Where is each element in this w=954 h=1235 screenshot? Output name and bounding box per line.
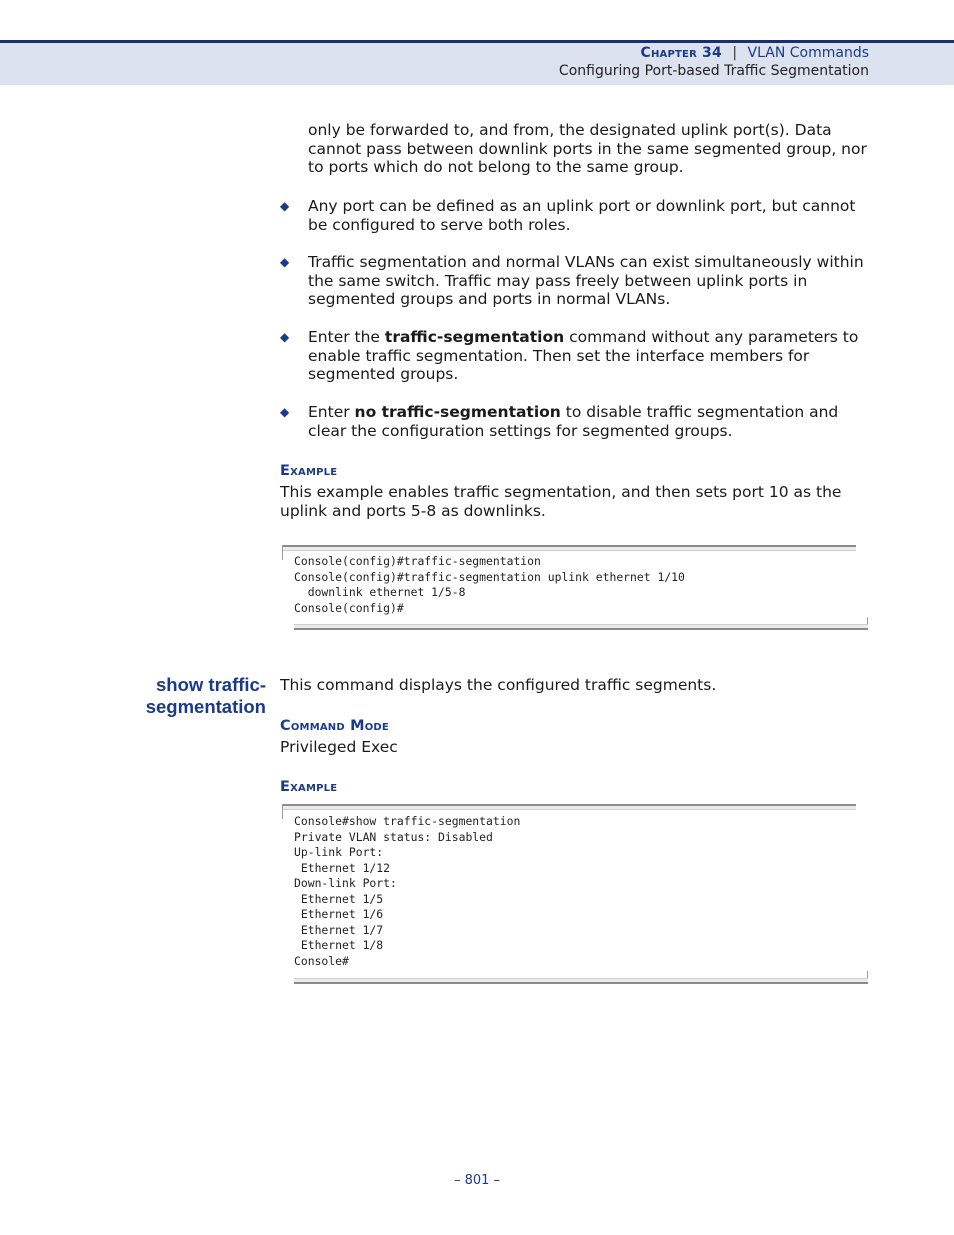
- code-block-example1: [282, 545, 868, 630]
- bullet-diamond-icon: ◆: [280, 405, 290, 419]
- section-title: Configuring Port-based Traffic Segmentation: [558, 63, 869, 79]
- bullet-text-part: Enter the: [308, 328, 385, 346]
- bullet-text-part: command without any parameters to enable traffic segmentation. Then set the interface members for segmented groups.: [308, 328, 859, 384]
- bullet-diamond-icon: ◆: [280, 330, 290, 344]
- example-heading: Example: [280, 463, 338, 479]
- code-frame-top: [282, 804, 856, 810]
- bullet-text-enable: [308, 328, 873, 384]
- command-title-line2: segmentation: [145, 696, 266, 717]
- running-header-chapter: [641, 45, 870, 61]
- bullet-text-part: Enter: [308, 403, 355, 421]
- command-mode-heading: Command Mode: [280, 718, 389, 734]
- code-frame-left: [282, 545, 285, 560]
- code-frame-top: [282, 545, 856, 551]
- code-frame-left: [282, 804, 285, 819]
- bullet-diamond-icon: ◆: [280, 255, 290, 269]
- command-title: [146, 674, 266, 718]
- bullet-text-coexist: Traffic segmentation and normal VLANs can exist simultaneously within the same switch. Traffic may pass freely between uplink ports in segmented groups and ports in normal VLANs.: [308, 253, 864, 309]
- chapter-title: VLAN Commands: [747, 45, 869, 61]
- command-mode-value: Privileged Exec: [280, 738, 398, 756]
- code-frame-bottom: [294, 978, 868, 984]
- bullet-text-roles: Any port can be defined as an uplink port or downlink port, but cannot be configured to serve both roles.: [308, 197, 856, 234]
- command-keyword: traffic-segmentation: [384, 328, 565, 346]
- code-block-example2: [282, 804, 868, 984]
- intro-paragraph: only be forwarded to, and from, the designated uplink port(s). Data cannot pass between downlink ports in the same segmented group, nor to ports which do not belong to the same group.: [308, 121, 867, 177]
- command-keyword: no traffic-segmentation: [354, 403, 561, 421]
- chapter-label: Chapter 34: [640, 45, 722, 61]
- example-heading: Example: [280, 779, 338, 795]
- bullet-text-part: to disable traffic segmentation and clear the configuration settings for segmented groups.: [308, 403, 839, 440]
- header-separator: |: [732, 45, 738, 61]
- code-listing: Console(config)#traffic-segmentation Console(config)#traffic-segmentation uplink ethernet 1/10 downlink ethernet 1/5-8 Console(config)#: [294, 554, 685, 615]
- command-description: This command displays the configured traffic segments.: [280, 676, 717, 694]
- page-number: – 801 –: [453, 1173, 501, 1188]
- code-listing: Console#show traffic-segmentation Private VLAN status: Disabled Up-link Port: Ethernet 1/12 Down-link Port: Ethernet 1/5 Ethernet 1/6 Ethernet 1/7 Ethernet 1/8 Console#: [294, 814, 521, 968]
- command-title-line1: show traffic-: [156, 674, 266, 695]
- example-description: This example enables traffic segmentation, and then sets port 10 as the uplink and ports 5-8 as downlinks.: [280, 483, 842, 520]
- bullet-text-disable: [308, 403, 873, 440]
- bullet-diamond-icon: ◆: [280, 199, 290, 213]
- code-frame-bottom: [294, 624, 868, 630]
